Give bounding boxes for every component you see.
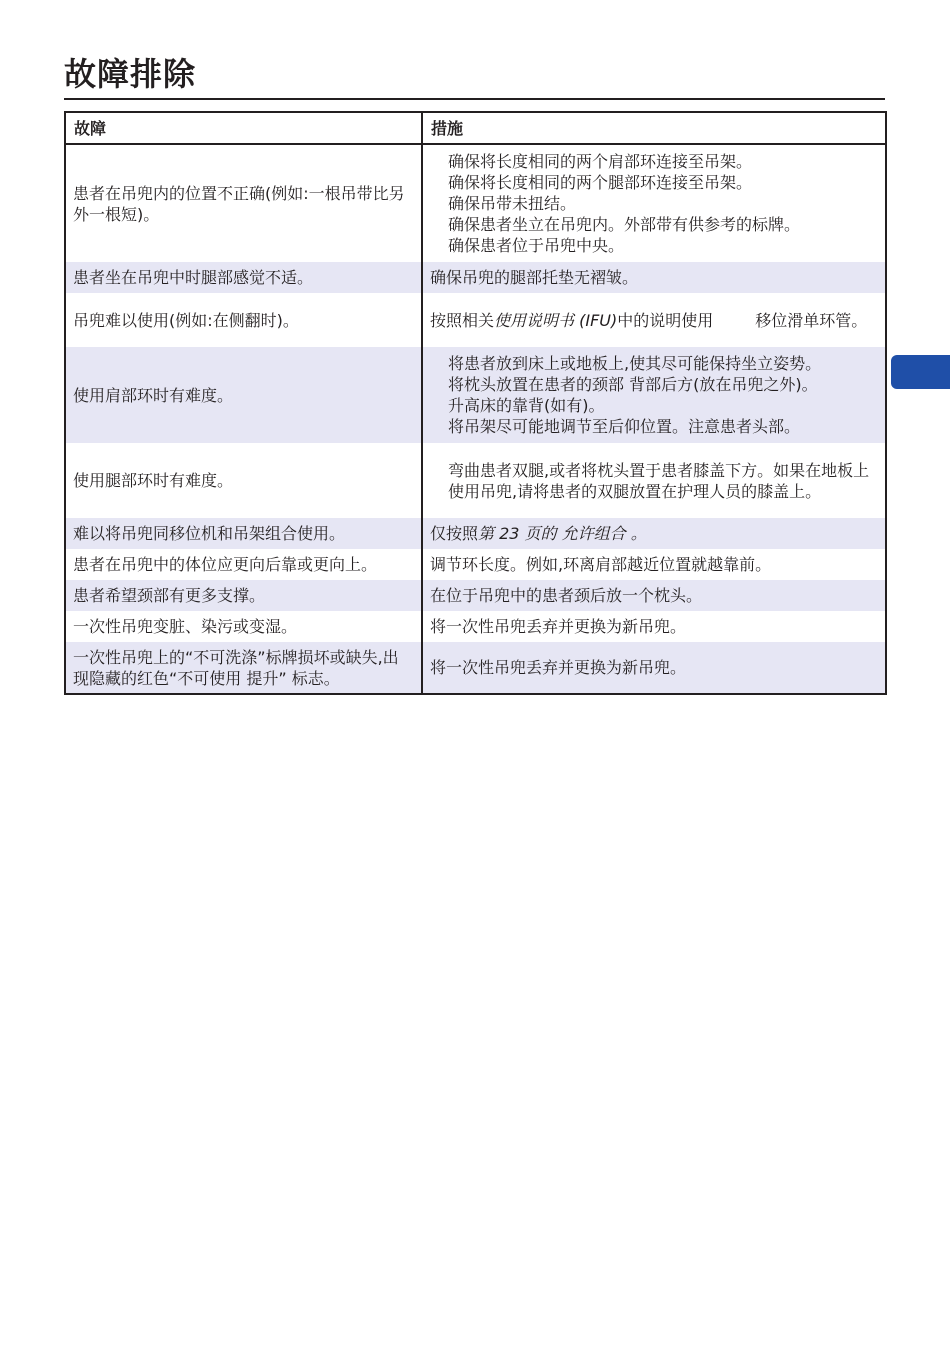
problem-cell: 患者坐在吊兜中时腿部感觉不适。 <box>65 262 422 293</box>
action-item: 确保吊带未扭结。 <box>448 194 577 213</box>
table-row <box>65 262 886 293</box>
problem-cell: 一次性吊兜上的“不可洗涤”标牌损坏或缺失,出现隐藏的红色“不可使用 提升” 标志。 <box>65 642 422 694</box>
action-list <box>430 151 878 256</box>
action-item: 升高床的靠背(如有)。 <box>448 396 605 415</box>
problem-cell: 使用肩部环时有难度。 <box>65 347 422 443</box>
action-item: 弯曲患者双腿,或者将枕头置于患者膝盖下方。如果在地板上使用吊兜,请将患者的双腿放置在护理人员的膝盖上。 <box>448 460 870 501</box>
action-cell <box>422 144 886 262</box>
table-row <box>65 293 886 347</box>
problem-cell: 患者希望颈部有更多支撑。 <box>65 580 422 611</box>
problem-cell: 吊兜难以使用(例如:在侧翻时)。 <box>65 293 422 347</box>
ifu-reference: 使用说明书 (IFU) <box>494 310 618 330</box>
action-cell <box>422 518 886 549</box>
action-cell <box>422 293 886 347</box>
page-reference: 第 23 页的 允许组合 。 <box>478 524 647 543</box>
table-row <box>65 347 886 443</box>
problem-cell: 使用腿部环时有难度。 <box>65 443 422 518</box>
troubleshooting-table <box>64 111 887 695</box>
title-divider <box>64 98 885 100</box>
action-cell: 确保吊兜的腿部托垫无褶皱。 <box>422 262 886 293</box>
table-row <box>65 518 886 549</box>
column-header-problem: 故障 <box>65 112 422 144</box>
action-cell: 将一次性吊兜丢弃并更换为新吊兜。 <box>422 642 886 694</box>
action-cell <box>422 347 886 443</box>
table-row <box>65 443 886 518</box>
action-list <box>430 460 878 502</box>
page-title: 故障排除 <box>64 55 197 93</box>
action-cell: 在位于吊兜中的患者颈后放一个枕头。 <box>422 580 886 611</box>
table-row <box>65 549 886 580</box>
problem-cell: 难以将吊兜同移位机和吊架组合使用。 <box>65 518 422 549</box>
table-row <box>65 642 886 694</box>
problem-cell: 患者在吊兜中的体位应更向后靠或更向上。 <box>65 549 422 580</box>
column-header-action: 措施 <box>422 112 886 144</box>
action-cell <box>422 443 886 518</box>
table-row <box>65 611 886 642</box>
action-cell: 调节环长度。例如,环离肩部越近位置就越靠前。 <box>430 555 772 574</box>
table-row <box>65 580 886 611</box>
table-row <box>65 144 886 262</box>
action-item: 将枕头放置在患者的颈部 背部后方(放在吊兜之外)。 <box>448 375 818 394</box>
problem-cell: 患者在吊兜内的位置不正确(例如:一根吊带比另外一根短)。 <box>65 144 422 262</box>
action-text: 仅按照 <box>430 524 479 543</box>
action-item: 将患者放到床上或地板上,使其尽可能保持坐立姿势。 <box>448 354 822 373</box>
action-item: 确保将长度相同的两个腿部环连接至吊架。 <box>448 173 753 192</box>
action-item: 确保患者坐立在吊兜内。外部带有供参考的标牌。 <box>448 215 801 234</box>
action-list <box>430 353 878 437</box>
action-text: 中的说明使用 <box>617 310 714 330</box>
action-item: 将吊架尽可能地调节至后仰位置。注意患者头部。 <box>448 417 801 436</box>
action-item: 确保患者位于吊兜中央。 <box>448 236 625 255</box>
table-header-row <box>65 112 886 144</box>
action-cell: 将一次性吊兜丢弃并更换为新吊兜。 <box>430 617 687 636</box>
problem-cell: 一次性吊兜变脏、染污或变湿。 <box>65 611 422 642</box>
action-text: 移位滑单环管。 <box>755 310 868 330</box>
action-text: 按照相关 <box>430 310 495 330</box>
chapter-tab[interactable] <box>891 355 950 389</box>
action-item: 确保将长度相同的两个肩部环连接至吊架。 <box>448 152 753 171</box>
